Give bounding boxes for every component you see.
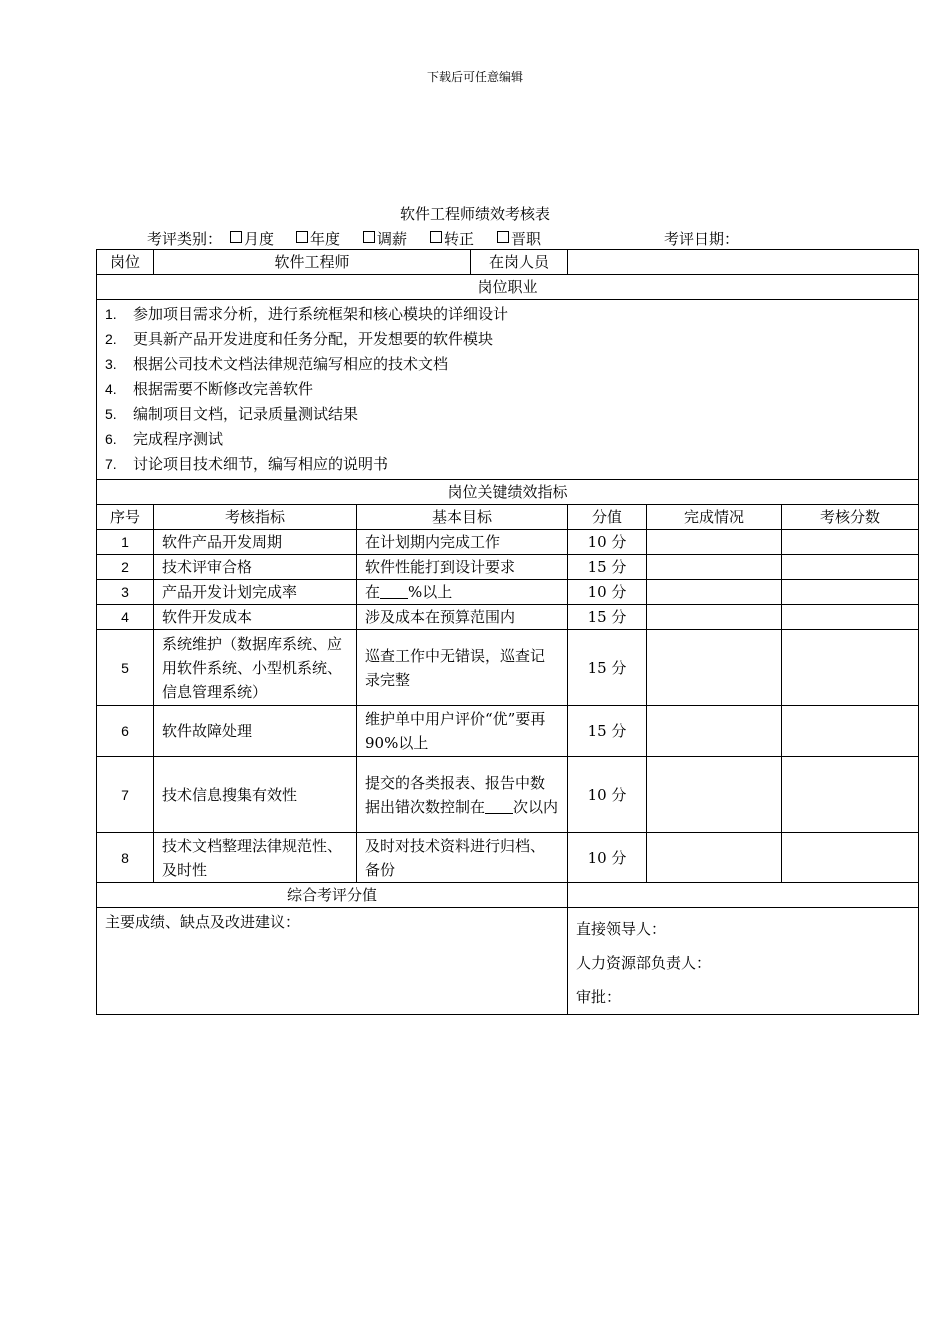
- fill-in-blank[interactable]: [380, 584, 408, 599]
- row-indicator: 系统维护（数据库系统、应用软件系统、小型机系统、信息管理系统）: [154, 630, 357, 706]
- duties-heading: 岗位职业: [97, 275, 919, 300]
- checkbox-icon[interactable]: [430, 231, 442, 243]
- col-header-score: 分值: [568, 505, 647, 530]
- row-no: 8: [97, 833, 154, 883]
- row-no: 5: [97, 630, 154, 706]
- row-target: 及时对技术资料进行归档、备份: [357, 833, 568, 883]
- comments-label: 主要成绩、缺点及改进建议：: [105, 913, 301, 931]
- evaluation-date-label: 考评日期：: [664, 230, 740, 248]
- col-header-completion: 完成情况: [647, 505, 782, 530]
- row-result[interactable]: [782, 706, 919, 757]
- row-score: 10 分: [568, 757, 647, 833]
- duty-item: 2. 更具新产品开发进度和任务分配，开发想要的软件模块: [105, 330, 494, 348]
- option-salary-adjust[interactable]: 调薪: [363, 228, 407, 249]
- summary-body-row: [97, 908, 919, 1015]
- row-target: 巡查工作中无错误，巡查记录完整: [357, 630, 568, 706]
- summary-score-field[interactable]: [568, 883, 919, 908]
- summary-heading-row: [97, 883, 919, 908]
- kpi-row: [97, 555, 919, 580]
- row-result[interactable]: [782, 757, 919, 833]
- kpi-row: [97, 580, 919, 605]
- kpi-row: [97, 630, 919, 706]
- row-score: 15 分: [568, 605, 647, 630]
- row-completion[interactable]: [647, 530, 782, 555]
- col-header-no: 序号: [97, 505, 154, 530]
- row-completion[interactable]: [647, 580, 782, 605]
- row-no: 4: [97, 605, 154, 630]
- duty-item: 1. 参加项目需求分析，进行系统框架和核心模块的详细设计: [105, 305, 509, 323]
- row-no: 6: [97, 706, 154, 757]
- checkbox-icon[interactable]: [296, 231, 308, 243]
- row-score: 10 分: [568, 580, 647, 605]
- row-indicator: 产品开发计划完成率: [154, 580, 357, 605]
- row-target: 在计划期内完成工作: [357, 530, 568, 555]
- row-result[interactable]: [782, 580, 919, 605]
- row-completion[interactable]: [647, 555, 782, 580]
- row-score: 15 分: [568, 555, 647, 580]
- comments-field[interactable]: [97, 908, 568, 1015]
- duties-section: [97, 300, 919, 480]
- kpi-row: [97, 530, 919, 555]
- evaluation-table: [96, 249, 919, 1015]
- row-indicator: 技术文档整理法律规范性、及时性: [154, 833, 357, 883]
- row-no: 7: [97, 757, 154, 833]
- direct-leader-label[interactable]: 直接领导人：: [576, 920, 667, 938]
- option-annual[interactable]: 年度: [296, 228, 340, 249]
- checkbox-icon[interactable]: [230, 231, 242, 243]
- duties-list: [97, 300, 919, 480]
- checkbox-icon[interactable]: [497, 231, 509, 243]
- category-label: 考评类别：: [147, 230, 223, 248]
- incumbent-field[interactable]: [568, 250, 919, 275]
- row-completion[interactable]: [647, 706, 782, 757]
- hr-head-label[interactable]: 人力资源部负责人：: [576, 954, 712, 972]
- col-header-result: 考核分数: [782, 505, 919, 530]
- kpi-header-row: [97, 505, 919, 530]
- signature-block: [568, 908, 919, 1015]
- header-note: 下载后可任意编辑: [426, 70, 523, 84]
- row-no: 2: [97, 555, 154, 580]
- summary-heading: 综合考评分值: [97, 883, 568, 908]
- row-target: 涉及成本在预算范围内: [357, 605, 568, 630]
- row-completion[interactable]: [647, 757, 782, 833]
- evaluation-meta: [147, 228, 907, 248]
- post-value: 软件工程师: [154, 250, 471, 275]
- duty-item: 3. 根据公司技术文档法律规范编写相应的技术文档: [105, 355, 449, 373]
- fill-in-blank[interactable]: [485, 799, 513, 814]
- approval-label[interactable]: 审批：: [576, 988, 622, 1006]
- row-target: 软件性能打到设计要求: [357, 555, 568, 580]
- incumbent-label: 在岗人员: [471, 250, 568, 275]
- duty-item: 5. 编制项目文档，记录质量测试结果: [105, 405, 359, 423]
- row-no: 3: [97, 580, 154, 605]
- kpi-row: [97, 757, 919, 833]
- kpi-row: [97, 706, 919, 757]
- kpi-row: [97, 605, 919, 630]
- row-result[interactable]: [782, 605, 919, 630]
- row-completion[interactable]: [647, 630, 782, 706]
- post-label: 岗位: [97, 250, 154, 275]
- row-completion[interactable]: [647, 605, 782, 630]
- row-score: 15 分: [568, 706, 647, 757]
- row-result[interactable]: [782, 555, 919, 580]
- duty-item: 7. 讨论项目技术细节，编写相应的说明书: [105, 455, 389, 473]
- row-result[interactable]: [782, 833, 919, 883]
- row-completion[interactable]: [647, 833, 782, 883]
- checkbox-icon[interactable]: [363, 231, 375, 243]
- option-promotion[interactable]: 晋职: [497, 228, 541, 249]
- row-indicator: 技术信息搜集有效性: [154, 757, 357, 833]
- col-header-target: 基本目标: [357, 505, 568, 530]
- col-header-indicator: 考核指标: [154, 505, 357, 530]
- row-result[interactable]: [782, 530, 919, 555]
- document-title: 软件工程师绩效考核表: [399, 205, 550, 223]
- option-regularization[interactable]: 转正: [430, 228, 474, 249]
- kpi-heading: 岗位关键绩效指标: [97, 480, 919, 505]
- kpi-row: [97, 833, 919, 883]
- row-score: 10 分: [568, 530, 647, 555]
- duty-item: 4. 根据需要不断修改完善软件: [105, 380, 314, 398]
- row-score: 10 分: [568, 833, 647, 883]
- row-result[interactable]: [782, 630, 919, 706]
- row-target: 提交的各类报表、报告中数据出错次数控制在 次以内: [357, 757, 568, 833]
- row-score: 15 分: [568, 630, 647, 706]
- row-indicator: 软件产品开发周期: [154, 530, 357, 555]
- row-indicator: 软件故障处理: [154, 706, 357, 757]
- row-indicator: 软件开发成本: [154, 605, 357, 630]
- row-no: 1: [97, 530, 154, 555]
- duty-item: 6. 完成程序测试: [105, 430, 224, 448]
- row-indicator: 技术评审合格: [154, 555, 357, 580]
- post-row: [97, 250, 919, 275]
- option-monthly[interactable]: 月度: [230, 228, 274, 249]
- row-target: 在 %以上: [357, 580, 568, 605]
- row-target: 维护单中用户评价“优”要再 90%以上: [357, 706, 568, 757]
